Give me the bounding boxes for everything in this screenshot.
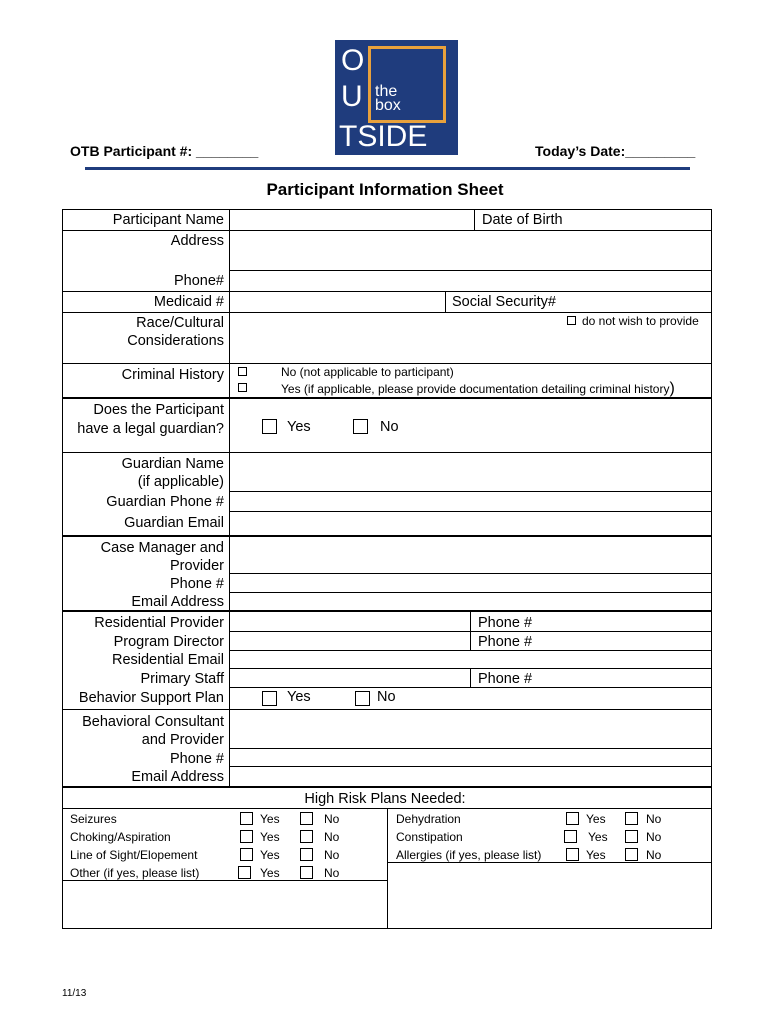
phone-label: Phone# [174,273,224,289]
yes-label: Yes [586,848,606,862]
allergies-yes-checkbox[interactable] [566,848,579,861]
page-title: Participant Information Sheet [266,180,504,199]
behavioral-consultant-email-label: Email Address [131,769,224,785]
line-of-sight-yes-checkbox[interactable] [240,848,253,861]
row-line [229,650,712,651]
guardian-question-line2: have a legal guardian? [77,421,224,437]
criminal-yes-paren: ) [669,380,675,397]
criminal-no-label: No (not applicable to participant) [281,365,454,379]
date-of-birth-label: Date of Birth [482,212,563,228]
row-line [229,592,712,593]
behavior-support-plan-label: Behavior Support Plan [78,690,224,706]
row-line-thick [62,397,712,399]
logo-box: box [375,97,401,114]
form-version: 11/13 [62,988,87,999]
line-of-sight-no-checkbox[interactable] [300,848,313,861]
bsp-no-label: No [377,689,396,705]
logo-letter-o: O [341,44,365,77]
program-director-phone-label: Phone # [478,634,533,650]
high-risk-right-item: Allergies (if yes, please list) [396,848,542,862]
high-risk-right-item: Dehydration [396,812,461,826]
guardian-email-label: Guardian Email [124,515,224,531]
row-line [387,862,712,863]
todays-date: Today’s Date:_________ [535,143,696,159]
row-line [62,230,712,231]
guardian-yes-checkbox[interactable] [262,419,277,434]
out-the-box-logo [335,40,458,155]
program-director-label: Program Director [113,634,224,650]
dehydration-yes-checkbox[interactable] [566,812,579,825]
guardian-yes-label: Yes [287,419,311,435]
row-line-thick [62,535,712,537]
row-line [229,668,712,669]
criminal-yes-label [281,382,675,396]
table-border-bottom [62,928,712,929]
seizures-no-checkbox[interactable] [300,812,313,825]
constipation-no-checkbox[interactable] [625,830,638,843]
primary-staff-phone-label: Phone # [478,671,533,687]
residential-email-label: Residential Email [111,652,224,668]
behavioral-consultant-label-line1: Behavioral Consultant [82,714,224,730]
choking-no-checkbox[interactable] [300,830,313,843]
guardian-no-checkbox[interactable] [353,419,368,434]
medicaid-label: Medicaid # [153,294,224,310]
guardian-name-label: Guardian Name [121,456,224,472]
otb-participant-number: OTB Participant #: ________ [70,143,259,159]
guardian-phone-label: Guardian Phone # [106,494,224,510]
seizures-yes-checkbox[interactable] [240,812,253,825]
case-manager-label-line2: Provider [170,558,224,574]
row-line [62,880,388,881]
no-label: No [324,830,340,844]
logo-tside: TSIDE [339,120,428,153]
case-manager-label-line1: Case Manager and [100,540,224,556]
behavioral-consultant-phone-label: Phone # [169,751,224,767]
residential-provider-label: Residential Provider [94,615,224,631]
yes-label: Yes [260,830,280,844]
address-label: Address [170,233,224,249]
case-manager-email-label: Email Address [131,594,224,610]
no-label: No [646,812,662,826]
high-risk-left-item: Choking/Aspiration [70,830,171,844]
high-risk-divider [387,808,388,929]
do-not-wish-label: do not wish to provide [582,314,699,328]
row-line [62,452,712,453]
dob-divider [474,209,475,231]
race-cultural-label: Race/Cultural [136,315,224,331]
logo-letter-u: U [341,80,363,113]
criminal-history-label: Criminal History [121,367,224,383]
behavioral-consultant-label-line2: and Provider [141,732,224,748]
high-risk-left-item: Other (if yes, please list) [70,866,200,880]
row-line [229,270,712,271]
high-risk-left-item: Line of Sight/Elopement [70,848,198,862]
table-border-left [62,209,63,929]
label-column-divider [229,209,230,786]
choking-yes-checkbox[interactable] [240,830,253,843]
residential-provider-phone-label: Phone # [478,615,533,631]
bsp-yes-label: Yes [287,689,311,705]
header-rule [85,167,690,170]
row-line [62,291,712,292]
other-no-checkbox[interactable] [300,866,313,879]
yes-label: Yes [260,812,280,826]
row-line [62,312,712,313]
criminal-no-checkbox[interactable] [238,367,247,376]
dehydration-no-checkbox[interactable] [625,812,638,825]
row-line [62,709,712,710]
row-line [62,363,712,364]
yes-label: Yes [260,848,280,862]
no-label: No [646,848,662,862]
do-not-wish-checkbox[interactable] [567,316,576,325]
allergies-no-checkbox[interactable] [625,848,638,861]
yes-label: Yes [260,866,280,880]
social-security-label: Social Security# [452,294,556,310]
guardian-no-label: No [380,419,399,435]
logo-the: the [375,83,398,100]
table-border-right [711,209,712,929]
no-label: No [324,866,340,880]
row-line [229,748,712,749]
bsp-yes-checkbox[interactable] [262,691,277,706]
row-line [229,766,712,767]
no-label: No [324,848,340,862]
row-line [229,511,712,512]
guardian-question-line1: Does the Participant [93,402,224,418]
yes-label: Yes [586,812,606,826]
residential-divider-2 [470,668,471,687]
yes-label: Yes [588,830,608,844]
constipation-yes-checkbox[interactable] [564,830,577,843]
other-yes-checkbox[interactable] [238,866,251,879]
participant-name-label: Participant Name [112,212,224,228]
row-line [229,573,712,574]
row-line [229,631,712,632]
primary-staff-label: Primary Staff [140,671,224,687]
no-label: No [646,830,662,844]
if-applicable-label: (if applicable) [137,474,224,490]
row-line [62,209,712,210]
bsp-no-checkbox[interactable] [355,691,370,706]
ssn-divider [445,291,446,312]
considerations-label: Considerations [127,333,224,349]
row-line-thick [62,786,712,788]
high-risk-right-item: Constipation [396,830,463,844]
row-line [229,491,712,492]
high-risk-title: High Risk Plans Needed: [304,791,466,807]
no-label: No [324,812,340,826]
criminal-yes-text: Yes (if applicable, please provide documentation detailing criminal history [281,382,670,396]
case-manager-phone-label: Phone # [169,576,224,592]
high-risk-left-item: Seizures [70,812,117,826]
criminal-yes-checkbox[interactable] [238,383,247,392]
